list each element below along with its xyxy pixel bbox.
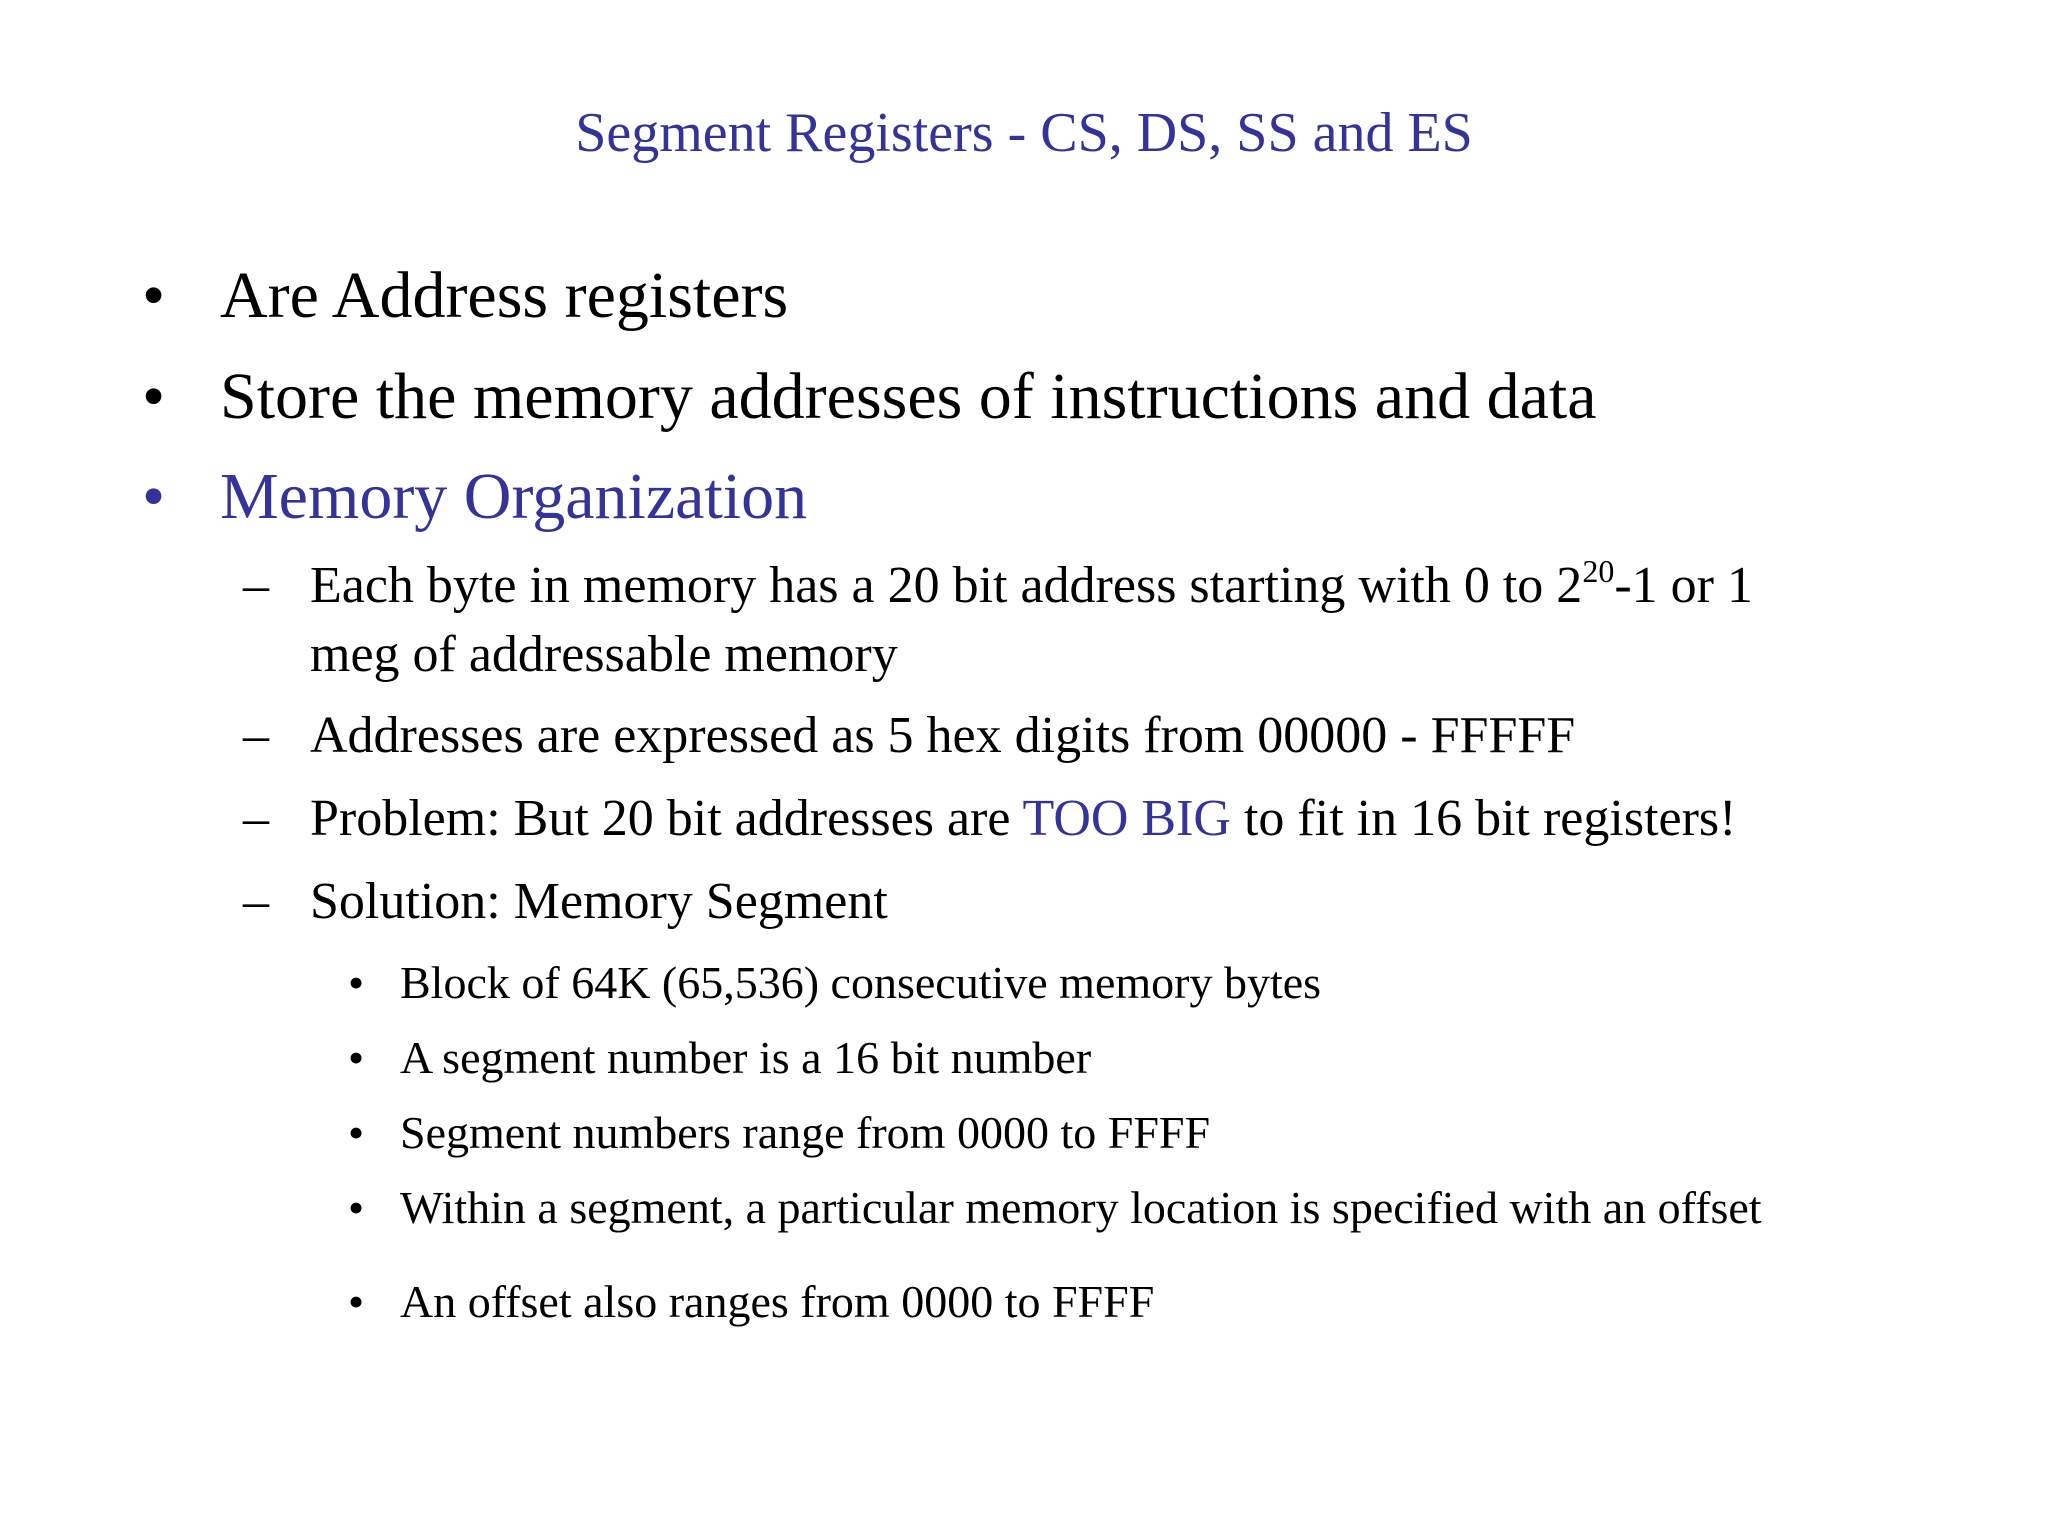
bullet-marker: • bbox=[348, 1276, 365, 1327]
bullet-text: Store the memory addresses of instructions and data bbox=[220, 360, 1597, 433]
point-text: Segment numbers range from 0000 to FFFF bbox=[400, 1107, 1211, 1158]
bullet-marker: • bbox=[348, 1107, 365, 1158]
subitem-text bbox=[310, 553, 1753, 619]
point-text: A segment number is a 16 bit number bbox=[400, 1032, 1092, 1083]
bullet-marker: • bbox=[142, 360, 166, 433]
dash-marker: – bbox=[243, 707, 269, 764]
text-part: to fit in 16 bit registers! bbox=[1230, 790, 1737, 847]
subitem-text: Addresses are expressed as 5 hex digits from 00000 - FFFFF bbox=[310, 707, 1576, 764]
text-part: Problem: But 20 bit addresses are bbox=[310, 790, 1023, 847]
point-text: An offset also ranges from 0000 to FFFF bbox=[400, 1276, 1155, 1327]
bullet-marker: • bbox=[348, 1032, 365, 1083]
subitem-text: Solution: Memory Segment bbox=[310, 873, 888, 930]
dash-marker: – bbox=[243, 557, 269, 614]
text-part: -1 or 1 bbox=[1614, 557, 1753, 614]
bullet-marker: • bbox=[348, 1182, 365, 1233]
bullet-text: Are Address registers bbox=[220, 259, 789, 332]
exponent: 20 bbox=[1582, 553, 1615, 589]
bullet-marker: • bbox=[142, 460, 166, 533]
point-text: Block of 64K (65,536) consecutive memory bytes bbox=[400, 957, 1322, 1008]
too-big-highlight: TOO BIG bbox=[1022, 790, 1231, 847]
subitem-text bbox=[310, 786, 1736, 852]
subitem-text: meg of addressable memory bbox=[310, 626, 898, 683]
text-part: Each byte in memory has a 20 bit address starting with 0 to 2 bbox=[310, 557, 1583, 614]
bullet-marker: • bbox=[348, 957, 365, 1008]
bullet-text: Memory Organization bbox=[220, 460, 808, 533]
dash-marker: – bbox=[243, 873, 269, 930]
slide-title: Segment Registers - CS, DS, SS and ES bbox=[575, 102, 1473, 164]
bullet-marker: • bbox=[142, 259, 166, 332]
dash-marker: – bbox=[243, 790, 269, 847]
point-text: Within a segment, a particular memory location is specified with an offset bbox=[400, 1182, 1762, 1233]
